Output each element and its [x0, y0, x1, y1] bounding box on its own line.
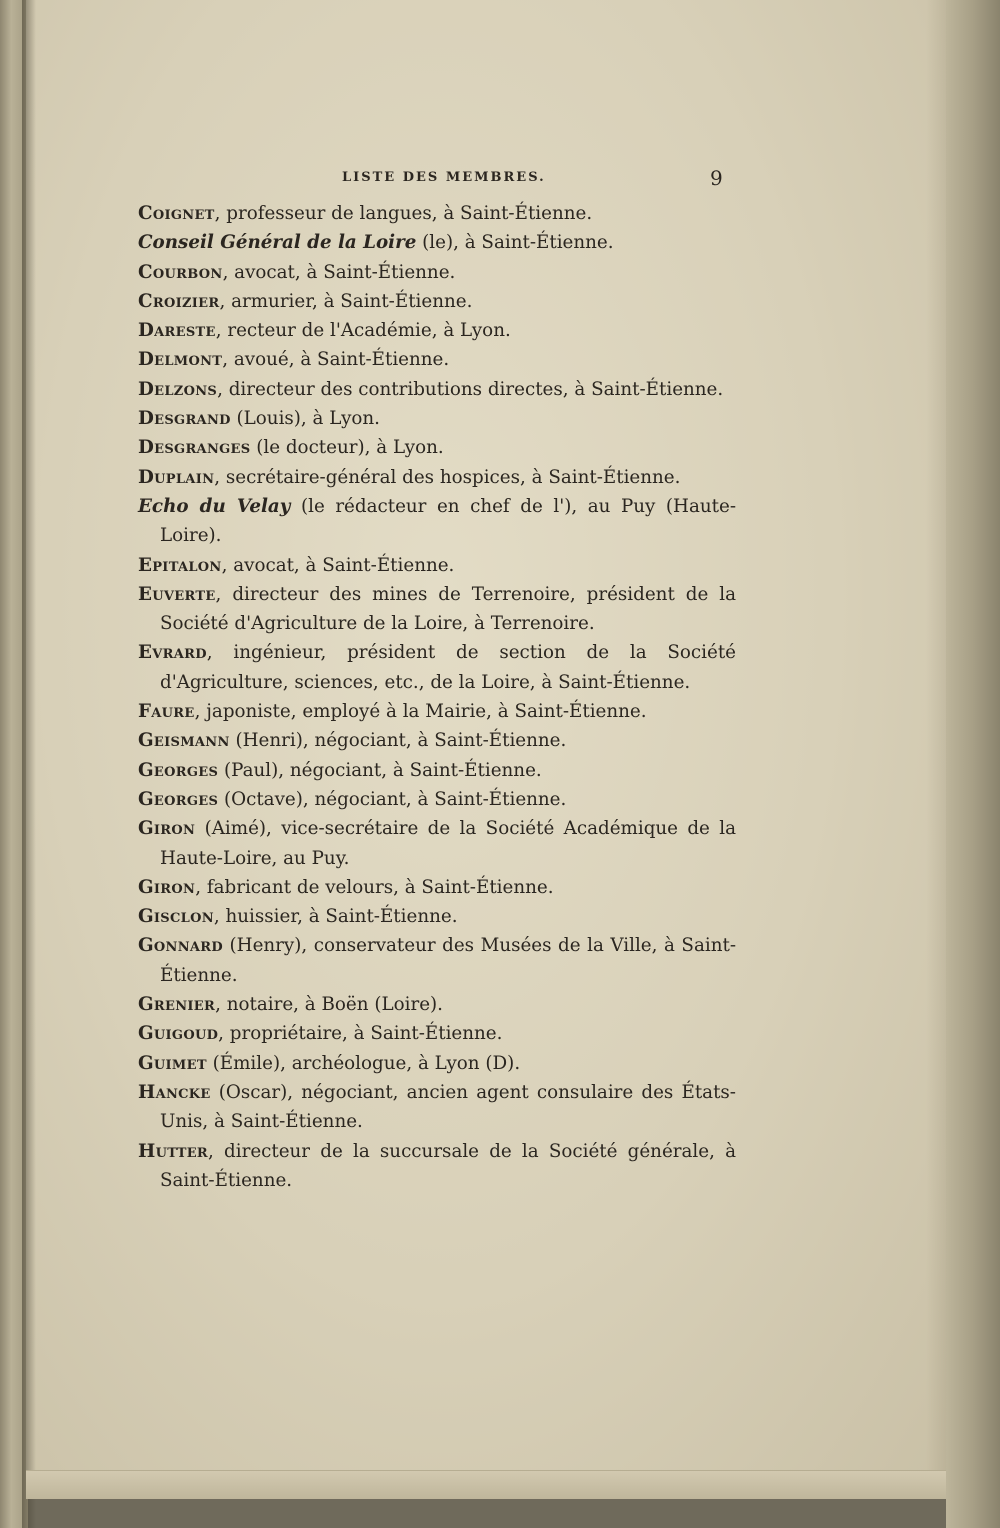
member-name: Gonnard	[138, 935, 223, 957]
page-stack-edge	[946, 0, 1000, 1528]
member-name: Giron	[138, 818, 196, 840]
member-entry	[138, 756, 736, 785]
member-entry	[138, 463, 736, 492]
member-details: , directeur de la succursale de la Société générale, à Saint-Étienne.	[160, 1140, 736, 1191]
member-entry	[138, 433, 736, 462]
member-entry	[138, 990, 736, 1019]
member-name: Georges	[138, 788, 219, 810]
page-header	[140, 166, 730, 196]
member-entry	[138, 375, 736, 404]
member-name: Hutter	[138, 1140, 209, 1162]
member-entry	[138, 345, 736, 374]
member-list	[138, 199, 736, 1195]
member-name: Coignet	[138, 203, 215, 224]
member-name: Evrard	[138, 642, 207, 664]
member-name: Gisclon	[138, 906, 214, 928]
member-entry	[138, 814, 736, 873]
member-name: Conseil Général de la Loire	[138, 232, 417, 254]
member-entry	[138, 199, 736, 228]
member-entry	[138, 228, 736, 257]
page-bottom-edge	[26, 1470, 946, 1499]
member-details: , recteur de l'Académie, à Lyon.	[215, 320, 511, 342]
member-details: (Émile), archéologue, à Lyon (D).	[206, 1052, 521, 1074]
member-name: Giron	[138, 876, 196, 898]
member-entry	[138, 404, 736, 433]
member-details: , armurier, à Saint-Étienne.	[219, 290, 473, 312]
member-entry	[138, 580, 736, 639]
member-name: Dareste	[138, 320, 216, 342]
member-entry	[138, 1137, 736, 1196]
member-entry	[138, 873, 736, 902]
member-name: Hancke	[138, 1081, 211, 1103]
member-details: , notaire, à Boën (Loire).	[215, 994, 443, 1016]
member-details: , secrétaire-général des hospices, à Saint-Étienne.	[214, 466, 681, 488]
member-name: Epitalon	[138, 554, 222, 576]
member-details: (Paul), négociant, à Saint-Étienne.	[218, 759, 542, 781]
member-name: Duplain	[138, 466, 215, 488]
member-entry	[138, 902, 736, 931]
member-entry	[138, 638, 736, 697]
member-name: Croizier	[138, 290, 220, 312]
member-details: (le), à Saint-Étienne.	[416, 232, 614, 254]
member-details: , ingénieur, président de section de la Société d'Agriculture, sciences, etc., de la Loire, à Saint-Étienne.	[160, 642, 736, 693]
member-entry	[138, 1078, 736, 1137]
member-details: (Octave), négociant, à Saint-Étienne.	[218, 788, 567, 810]
member-details: , directeur des mines de Terrenoire, président de la Société d'Agriculture de la Loire, à Terrenoire.	[160, 583, 736, 635]
member-entry	[138, 785, 736, 814]
member-name: Georges	[138, 759, 219, 781]
member-details: , huissier, à Saint-Étienne.	[213, 906, 458, 928]
member-name: Delzons	[138, 378, 218, 400]
member-entry	[138, 931, 736, 990]
member-name: Echo du Velay	[138, 495, 291, 517]
member-details: , avocat, à Saint-Étienne.	[221, 554, 455, 576]
member-details: (Aimé), vice-secrétaire de la Société Académique de la Haute-Loire, au Puy.	[160, 818, 736, 869]
member-details: , professeur de langues, à Saint-Étienne.	[214, 203, 593, 224]
member-details: (Henry), conservateur des Musées de la Ville, à Saint-Étienne.	[160, 935, 736, 986]
member-details: , directeur des contributions directes, à Saint-Étienne.	[217, 378, 724, 400]
member-name: Geismann	[138, 730, 230, 752]
member-entry	[138, 697, 736, 726]
member-details: , avoué, à Saint-Étienne.	[222, 349, 450, 371]
member-details: , avocat, à Saint-Étienne.	[222, 261, 456, 283]
member-name: Grenier	[138, 994, 216, 1016]
member-details: , fabricant de velours, à Saint-Étienne.	[195, 876, 554, 898]
member-name: Desgranges	[138, 437, 251, 459]
member-entry	[138, 492, 736, 551]
member-entry	[138, 726, 736, 755]
member-details: , propriétaire, à Saint-Étienne.	[218, 1023, 503, 1045]
member-entry	[138, 1019, 736, 1048]
member-name: Guimet	[138, 1052, 207, 1074]
page-number: 9	[710, 166, 723, 190]
running-title: LISTE DES MEMBRES.	[342, 170, 546, 185]
member-name: Delmont	[138, 349, 223, 371]
member-entry	[138, 551, 736, 580]
member-name: Euverte	[138, 583, 216, 605]
member-details: (Henri), négociant, à Saint-Étienne.	[229, 730, 567, 752]
member-entry	[138, 287, 736, 316]
member-details: (Louis), à Lyon.	[230, 408, 380, 430]
member-name: Courbon	[138, 261, 223, 283]
member-entry	[138, 1049, 736, 1078]
member-name: Guigoud	[138, 1023, 219, 1045]
member-details: (Oscar), négociant, ancien agent consulaire des États-Unis, à Saint-Étienne.	[160, 1081, 736, 1133]
member-name: Faure	[138, 701, 195, 723]
member-details: , japoniste, employé à la Mairie, à Saint-Étienne.	[194, 701, 647, 723]
member-entry	[138, 258, 736, 287]
member-details: (le rédacteur en chef de l'), au Puy (Haute-Loire).	[160, 495, 736, 547]
member-entry	[138, 316, 736, 345]
member-name: Desgrand	[138, 408, 231, 430]
member-details: (le docteur), à Lyon.	[250, 437, 444, 459]
gutter-shadow	[22, 0, 36, 1528]
